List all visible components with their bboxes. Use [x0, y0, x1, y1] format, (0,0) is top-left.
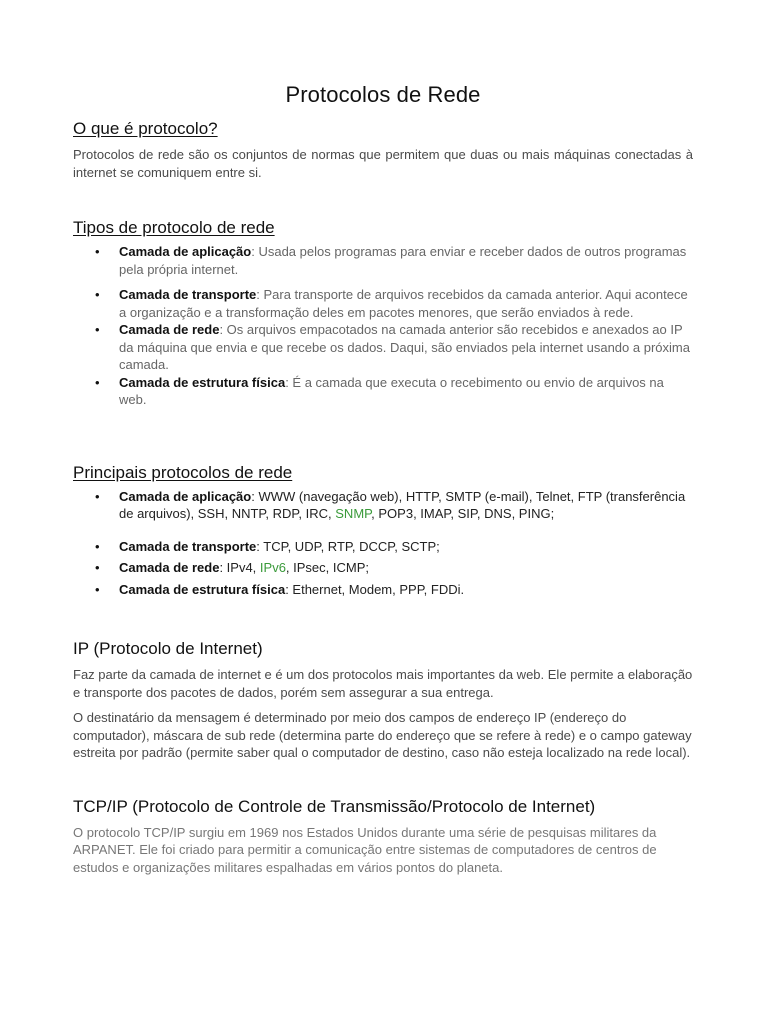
- list-item-label: Camada de estrutura física: [119, 374, 286, 390]
- list-item: [73, 559, 693, 577]
- section-paragraph-ip-1: Faz parte da camada de internet e é um dos protocolos mais importantes da web. Ele permite a elaboração e transporte dos pacotes de dados, porém sem assegurar a sua entrega.: [73, 667, 693, 700]
- list-item-label: Camada de rede: [119, 560, 220, 575]
- list-item-text: : Usada pelos programas para enviar e receber dados de outros programas pela própria internet.: [119, 244, 687, 277]
- section-paragraph-what-is-protocol: Protocolos de rede são os conjuntos de normas que permitem que duas ou mais máquinas conectadas à internet se comuniquem entre si.: [73, 147, 693, 180]
- list-item: [73, 374, 693, 409]
- list-item-label: Camada de estrutura física: [119, 581, 286, 597]
- section-heading-main-protocols: Principais protocolos de rede: [73, 462, 293, 482]
- page-title: Protocolos de Rede: [285, 82, 481, 107]
- list-item-label: Camada de aplicação: [119, 244, 252, 259]
- list-item: [73, 581, 693, 599]
- list-item-text: : IPv4,: [219, 560, 260, 575]
- document-page: [73, 80, 693, 876]
- protocol-types-list: [73, 243, 693, 409]
- list-item-label: Camada de transporte: [119, 538, 257, 554]
- list-item-label: Camada de transporte: [119, 287, 257, 302]
- list-item-text: , POP3, IMAP, SIP, DNS, PING;: [371, 506, 555, 521]
- protocol-link-ipv6[interactable]: IPv6: [259, 560, 286, 575]
- protocol-link-snmp[interactable]: SNMP: [335, 506, 372, 521]
- list-item: [73, 243, 693, 278]
- section-paragraph-tcp-ip: O protocolo TCP/IP surgiu em 1969 nos Estados Unidos durante uma série de pesquisas militares da ARPANET. Ele foi criado para permitir a comunicação entre sistemas de computadores de centros de estudos e organizações militares espalhadas em vários pontos do planeta.: [73, 824, 657, 875]
- list-item-text: : WWW (navegação web), HTTP, SMTP (e-mail), Telnet, FTP (transferência de arquivos), SSH, NNTP, RDP, IRC,: [119, 488, 686, 521]
- section-heading-protocol-types: Tipos de protocolo de rede: [73, 218, 275, 237]
- list-item-text: : É a camada que executa o recebimento ou envio de arquivos na web.: [119, 374, 664, 407]
- list-item-text: : TCP, UDP, RTP, DCCP, SCTP;: [256, 538, 440, 554]
- section-heading-what-is-protocol: O que é protocolo?: [73, 119, 218, 138]
- list-item-text: : Os arquivos empacotados na camada anterior são recebidos e anexados ao IP da máquina que envia e que recebe os dados. Daqui, são enviados pela internet usando a próxima camada.: [119, 322, 690, 372]
- list-item-text: , IPsec, ICMP;: [285, 560, 369, 575]
- section-heading-tcp-ip: TCP/IP (Protocolo de Controle de Transmissão/Protocolo de Internet): [73, 796, 596, 816]
- list-item: [73, 321, 693, 374]
- list-item-label: Camada de aplicação: [119, 488, 252, 504]
- section-paragraph-ip-2: O destinatário da mensagem é determinado por meio dos campos de endereço IP (endereço do computador), máscara de sub rede (determina parte do endereço que se refere à rede) e o campo gateway estreita por padrão (permite saber qual o computador de destino, caso não esteja localizado na rede local).: [73, 710, 692, 760]
- list-item: [73, 286, 693, 321]
- section-heading-ip: IP (Protocolo de Internet): [73, 639, 263, 658]
- list-item: [73, 538, 693, 556]
- main-protocols-list: [73, 488, 693, 599]
- list-item: [73, 488, 693, 523]
- list-item-text: : Para transporte de arquivos recebidos da camada anterior. Aqui acontece a organização e a transformação deles em pacotes menores, que serão enviados à rede.: [119, 287, 688, 320]
- list-item-label: Camada de rede: [119, 322, 220, 337]
- list-item-text: : Ethernet, Modem, PPP, FDDi.: [285, 581, 465, 597]
